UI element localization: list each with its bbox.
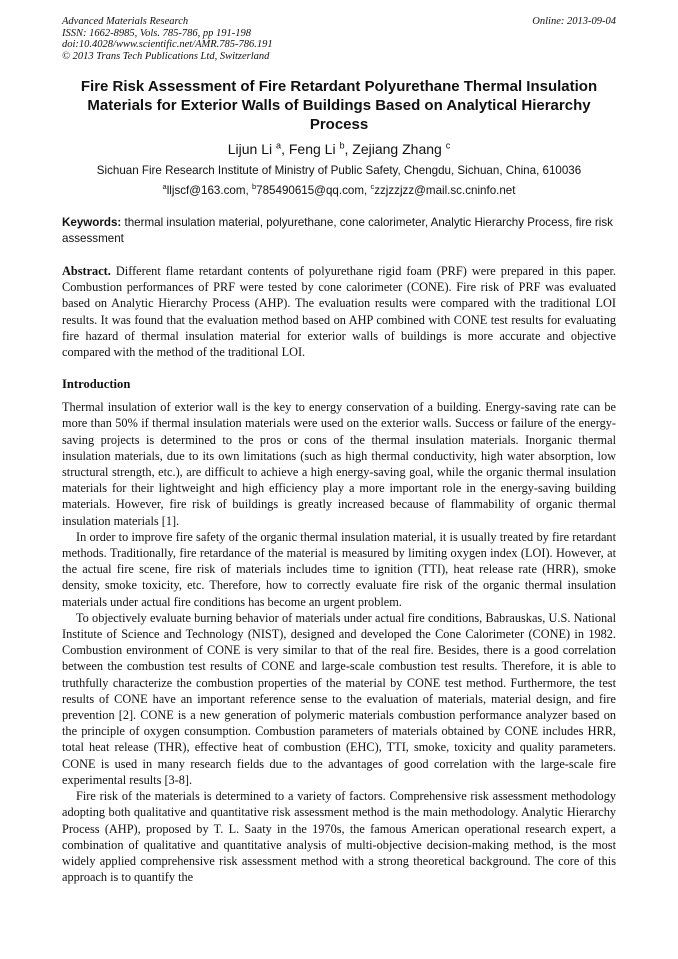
email-mark: a (162, 182, 167, 192)
author-mark: a (276, 140, 282, 151)
issn-line: ISSN: 1662-8985, Vols. 785-786, pp 191-198 (62, 27, 251, 39)
abstract-text: Different flame retardant contents of polyurethane rigid foam (PRF) were prepared in this paper. Combustion performances of PRF were tested by cone calorimeter (CONE). Fire risk of PRF was evaluated based on Analytic Hierarchy Process (AHP). The evaluation results were compared with the traditional LOI results. It was found that the evaluation method based on AHP combined with CONE test results for evaluating fire hazard of thermal insulation material for exterior walls of buildings is more accurate and objective compared with the method of the traditional LOI. (62, 264, 617, 360)
abstract (62, 263, 616, 360)
author-name: Lijun Li (227, 141, 273, 157)
affiliation: Sichuan Fire Research Institute of Ministry of Public Safety, Chengdu, Sichuan, China, 610036 (96, 164, 582, 177)
author-mark: b (339, 140, 345, 151)
author-list: Lijun Li $^a$, Feng Li $^b$, Zejiang Zhang $^c$ (227, 140, 451, 157)
section-heading: Introduction (62, 377, 131, 392)
paper-title: Fire Risk Assessment of Fire Retardant Polyurethane Thermal Insulation Materials for Exterior Walls of Buildings Based on Analytical Hierarchy Process (80, 78, 598, 133)
body-paragraph: In order to improve fire safety of the organic thermal insulation material, it is usually treated by fire retardant methods. Traditionally, fire retardance of the material is measured by limiting oxygen index (LOI). However, at the actual fire scene, fire risk of materials includes time to ignition (TTI), heat release rate (HRR), smoke density, smoke toxicity, etc. Therefore, how to correctly evaluate fire risk of the organic thermal insulation materials under actual fire conditions has become an urgent problem. (62, 529, 616, 609)
email-address[interactable]: zzjzzjzz@mail.sc.cninfo.net (374, 184, 516, 197)
online-date: Online: 2013-09-04 (532, 16, 616, 27)
body-paragraph: Fire risk of the materials is determined to a variety of factors. Comprehensive risk assessment methodology adopting both qualitative and quantitative risk assessment method is the main methodology. Analytic Hierarchy Process (AHP), proposed by T. L. Saaty in the 1970s, the famous American operational research expert, a combination of qualitative and quantitative analysis of multi-objective decision-making method, is the most widely applied comprehensive risk assessment method with a strong theoretical background. The core of this approach is to quantify the (62, 789, 616, 885)
author-name: Zejiang Zhang (352, 141, 442, 157)
doi-line: doi:10.4028/www.scientific.net/AMR.785-786.191 (62, 39, 273, 50)
email-address[interactable]: 785490615@qq.com (256, 184, 364, 197)
keywords-label: Keywords: (62, 216, 122, 229)
email-list: $^a$lljscf@163.com, $^b$785490615@qq.com, $^c$zzjzzjzz@mail.sc.cninfo.net (162, 182, 516, 197)
journal-name: Advanced Materials Research (62, 16, 189, 27)
body-paragraph: To objectively evaluate burning behavior of materials under actual fire conditions, Babrauskas, U.S. National Institute of Science and Technology (NIST), designed and developed the Cone Calorimeter (CONE) in 1982. Combustion environment of CONE is very similar to that of the real fire. Besides, there is a good correlation between the combustion test results of CONE and large-scale combustion test results. Therefore, it is able to truthfully characterize the combustion properties of the material by CONE test method. Furthermore, the test results of CONE have an important reference sense to the evaluation of materials, material design, and fire prevention [2]. CONE is a new generation of polymeric materials combustion performance analyzer based on the principle of oxygen consumption. Combustion parameters of materials obtained by CONE includes HRR, total heat release (THR), effective heat of combustion (EHC), TTI, smoke, toxicity and quality parameters. CONE is used in many research fields due to the advantages of good correlation with the large-scale fire experimental results [3-8]. (62, 610, 616, 787)
email-mark: c (370, 182, 375, 192)
author-name: Feng Li (288, 141, 336, 157)
abstract-label: Abstract. (62, 264, 111, 278)
email-address[interactable]: lljscf@163.com (166, 184, 246, 197)
email-mark: b (251, 182, 257, 192)
keywords-text: thermal insulation material, polyurethane, cone calorimeter, Analytic Hierarchy Process, fire risk assessment (62, 216, 613, 245)
copyright-line: © 2013 Trans Tech Publications Ltd, Switzerland (62, 50, 270, 62)
running-header (62, 16, 616, 62)
keywords (62, 215, 616, 246)
author-mark: c (445, 140, 451, 151)
body-paragraph: Thermal insulation of exterior wall is the key to energy conservation of a building. Energy-saving rate can be more than 50% if thermal insulation materials were used on the exterior walls. Success or failure of the energy-saving projects is determined to the pros or cons of the thermal insulation materials. Inorganic thermal insulation materials, due to its own limitations (such as high thermal conductivity, high water absorption, low structural strength, etc.), are difficult to achieve a high energy-saving goal, while the organic thermal insulation materials for their lightweight and high efficiency play a more important role in the energy-saving building materials. However, fire risk of buildings is greatly increased because of flammability of organic thermal insulation materials [1]. (62, 400, 616, 528)
